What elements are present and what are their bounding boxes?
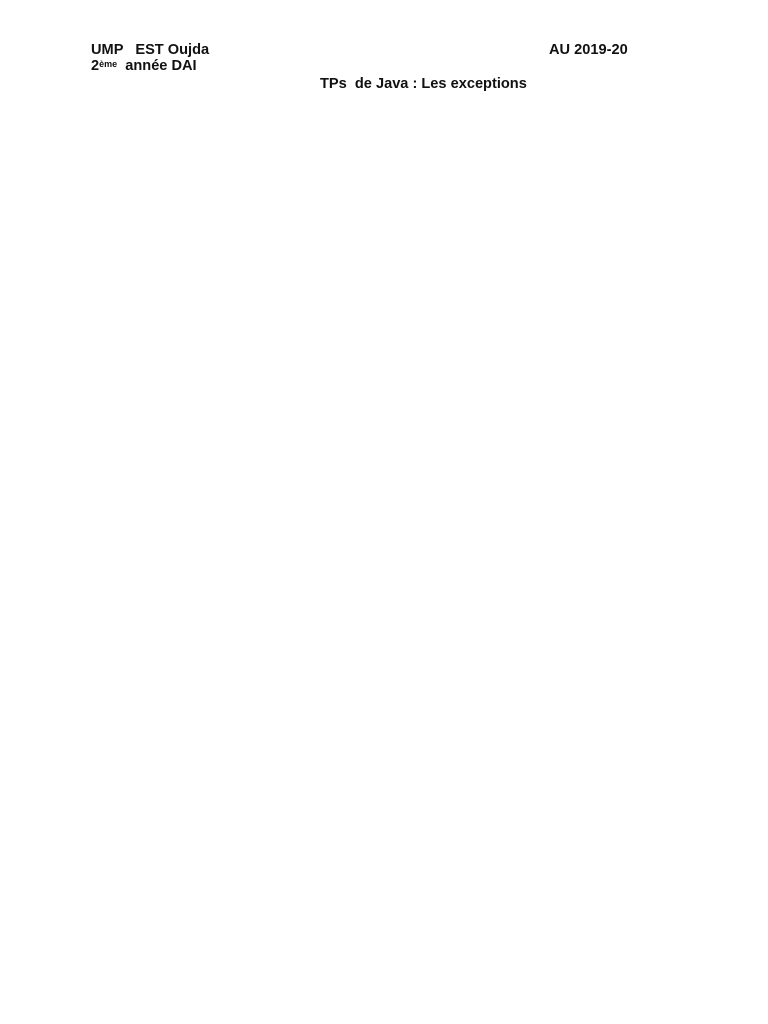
year-sup: ème <box>99 59 118 69</box>
institution: UMP EST Oujda <box>91 42 210 58</box>
year-rest: année DAI <box>117 58 197 74</box>
year-num: 2 <box>91 58 100 74</box>
document-title: TPs de Java : Les exceptions <box>320 76 527 92</box>
academic-year: AU 2019-20 <box>549 42 628 58</box>
year-label <box>91 58 197 75</box>
